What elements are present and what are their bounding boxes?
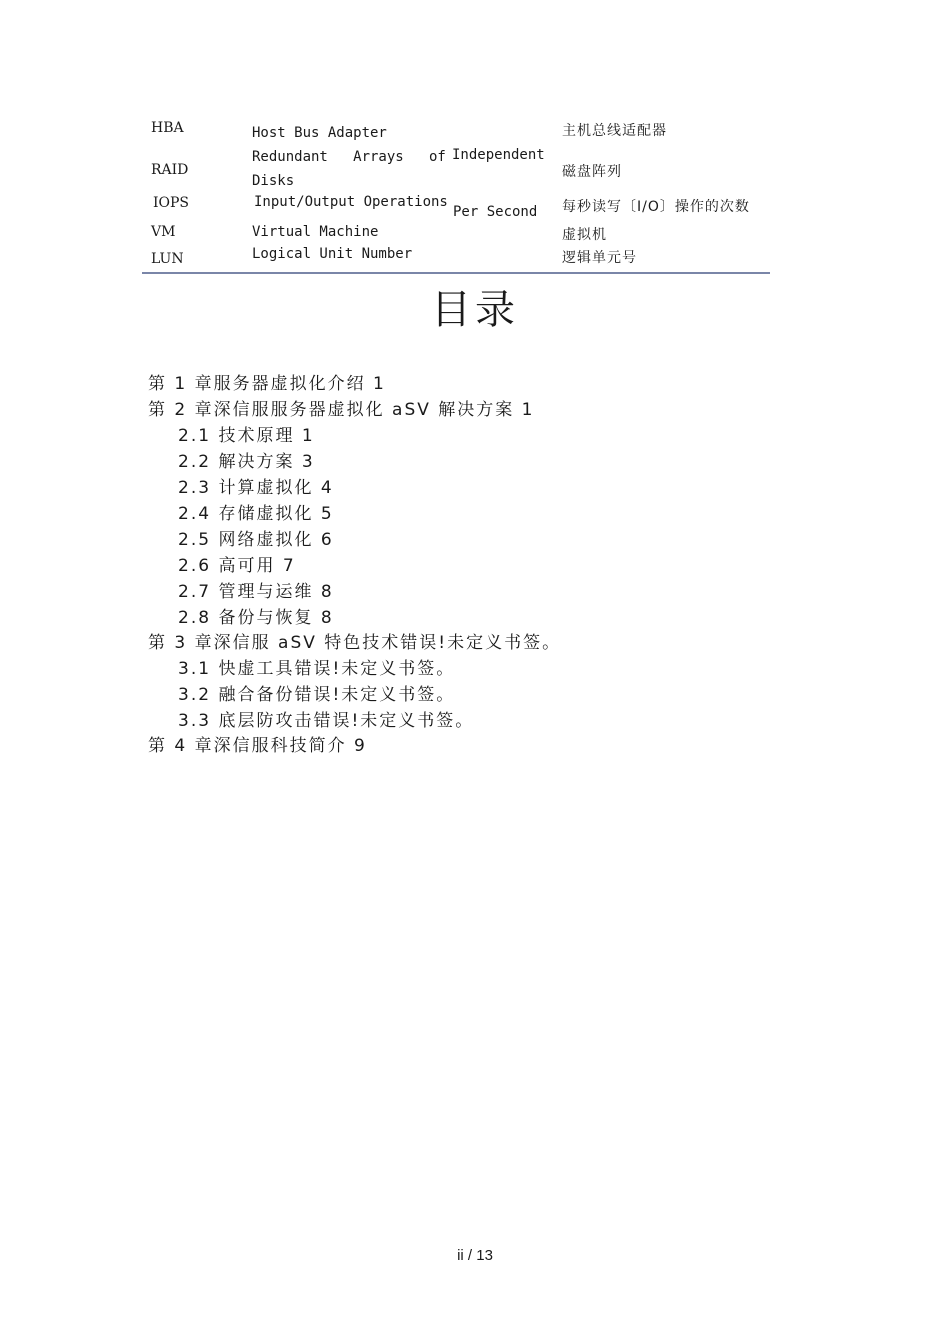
toc-entry[interactable]: 3.1 快虚工具错误!未定义书签。 (178, 659, 456, 679)
abbr-cell: IOPS (153, 195, 190, 211)
toc-title: 目录 (431, 287, 519, 333)
chinese-cell: 主机总线适配器 (562, 123, 667, 139)
toc-entry[interactable]: 第 2 章深信服服务器虚拟化 aSV 解决方案 1 (148, 400, 535, 420)
toc-entry[interactable]: 3.3 底层防攻击错误!未定义书签。 (178, 711, 475, 731)
abbr-cell: LUN (151, 251, 184, 267)
toc-entry[interactable]: 第 3 章深信服 aSV 特色技术错误!未定义书签。 (148, 633, 562, 653)
toc-entry[interactable]: 2.6 高可用 7 (178, 556, 296, 576)
toc-entry[interactable]: 第 4 章深信服科技简介 9 (148, 736, 367, 756)
english-cell-extra: Independent (452, 147, 545, 163)
toc-entry[interactable]: 2.3 计算虚拟化 4 (178, 478, 334, 498)
toc-entry[interactable]: 3.2 融合备份错误!未定义书签。 (178, 685, 456, 705)
toc-entry[interactable]: 2.1 技术原理 1 (178, 426, 315, 446)
abbr-cell: RAID (151, 162, 189, 178)
toc-entry[interactable]: 第 1 章服务器虚拟化介绍 1 (148, 374, 386, 394)
chinese-cell: 逻辑单元号 (562, 250, 637, 266)
page-number: ii / 13 (457, 1247, 493, 1264)
toc-entry[interactable]: 2.7 管理与运维 8 (178, 582, 334, 602)
english-cell: Host Bus Adapter (252, 125, 387, 141)
chinese-cell: 虚拟机 (562, 227, 607, 243)
chinese-cell: 每秒读写〔I/O〕操作的次数 (562, 199, 750, 215)
english-cell-extra: Per Second (453, 204, 538, 220)
english-cell: Logical Unit Number (252, 246, 413, 262)
toc-entry[interactable]: 2.2 解决方案 3 (178, 452, 315, 472)
abbr-cell: HBA (151, 120, 184, 136)
abbr-cell: VM (151, 224, 176, 240)
abbreviation-table (142, 112, 770, 274)
chinese-cell: 磁盘阵列 (562, 164, 622, 180)
toc-entry[interactable]: 2.5 网络虚拟化 6 (178, 530, 334, 550)
english-cell-line2: Disks (252, 173, 295, 189)
english-cell: Input/Output Operations (254, 194, 448, 210)
toc-entry[interactable]: 2.8 备份与恢复 8 (178, 608, 334, 628)
english-cell: Redundant Arrays of (252, 149, 446, 165)
toc-entry[interactable]: 2.4 存储虚拟化 5 (178, 504, 334, 524)
english-cell: Virtual Machine (252, 224, 379, 240)
